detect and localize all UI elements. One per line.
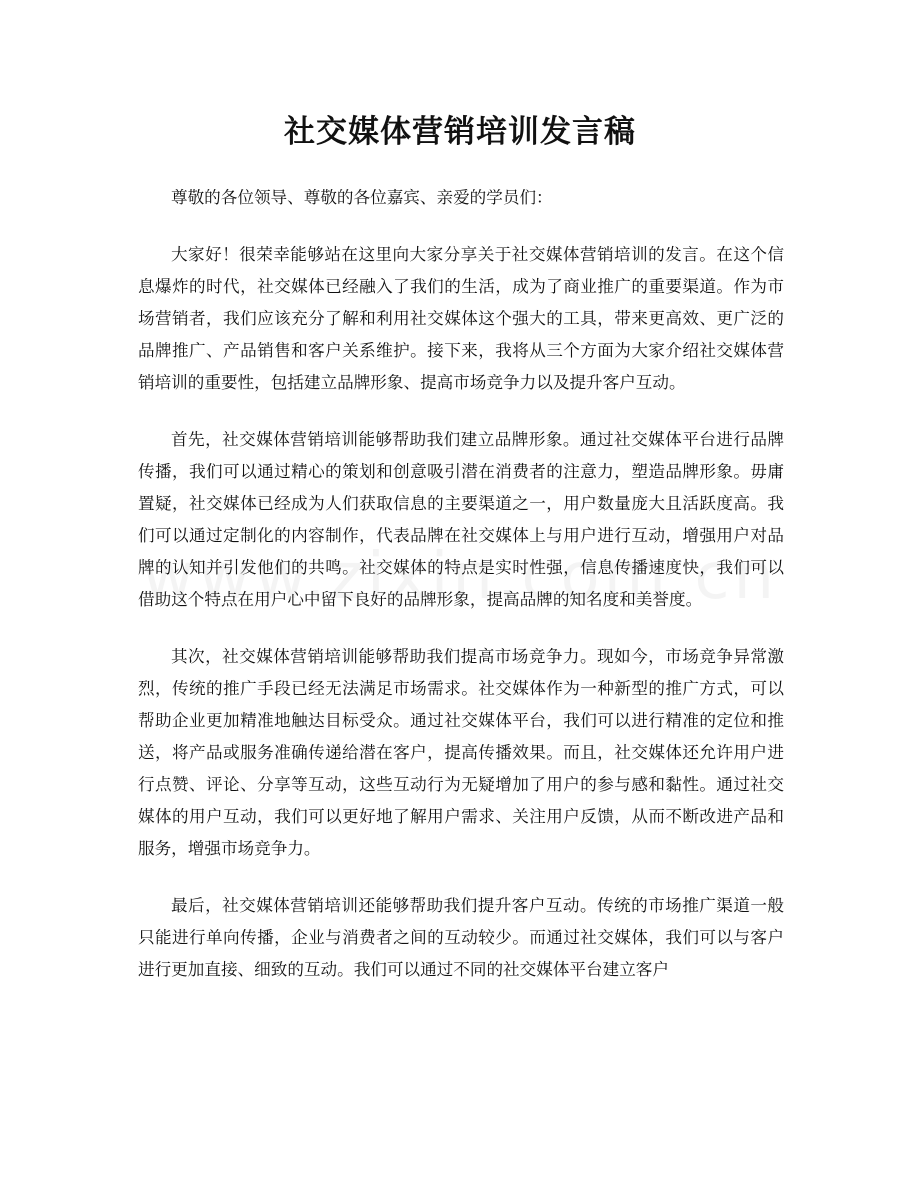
greeting-line: 尊敬的各位领导、尊敬的各位嘉宾、亲爱的学员们： xyxy=(171,188,553,207)
paragraph-first: 首先，社交媒体营销培训能够帮助我们建立品牌形象。通过社交媒体平台进行品牌传播，我们可以通过精心的策划和创意吸引潜在消费者的注意力，塑造品牌形象。毋庸置疑，社交媒体已经成为人们获取信息的主要渠道之一，用户数量庞大且活跃度高。我们可以通过定制化的内容制作，代表品牌在社交媒体上与用户进行互动，增强用户对品牌的认知并引发他们的共鸣。社交媒体的特点是实时性强，信息传播速度快，我们可以借助这个特点在用户心中留下良好的品牌形象，提高品牌的知名度和美誉度。 xyxy=(138,430,784,609)
document-body xyxy=(138,182,784,1011)
paragraph-second: 其次，社交媒体营销培训能够帮助我们提高市场竞争力。现如今，市场竞争异常激烈，传统的推广手段已经无法满足市场需求。社交媒体作为一种新型的推广方式，可以帮助企业更加精准地触达目标受众。通过社交媒体平台，我们可以进行精准的定位和推送，将产品或服务准确传递给潜在客户，提高传播效果。而且，社交媒体还允许用户进行点赞、评论、分享等互动，这些互动行为无疑增加了用户的参与感和黏性。通过社交媒体的用户互动，我们可以更好地了解用户需求、关注用户反馈，从而不断改进产品和服务，增强市场竞争力。 xyxy=(138,647,784,858)
document-title: 社交媒体营销培训发言稿 xyxy=(284,114,636,150)
paragraph-intro: 大家好！很荣幸能够站在这里向大家分享关于社交媒体营销培训的发言。在这个信息爆炸的时代，社交媒体已经融入了我们的生活，成为了商业推广的重要渠道。作为市场营销者，我们应该充分了解和利用社交媒体这个强大的工具，带来更高效、更广泛的品牌推广、产品销售和客户关系维护。接下来，我将从三个方面为大家介绍社交媒体营销培训的重要性，包括建立品牌形象、提高市场竞争力以及提升客户互动。 xyxy=(138,245,784,392)
paragraph-last: 最后，社交媒体营销培训还能够帮助我们提升客户互动。传统的市场推广渠道一般只能进行单向传播，企业与消费者之间的互动较少。而通过社交媒体，我们可以与客户进行更加直接、细致的互动。我们可以通过不同的社交媒体平台建立客户 xyxy=(138,896,784,979)
